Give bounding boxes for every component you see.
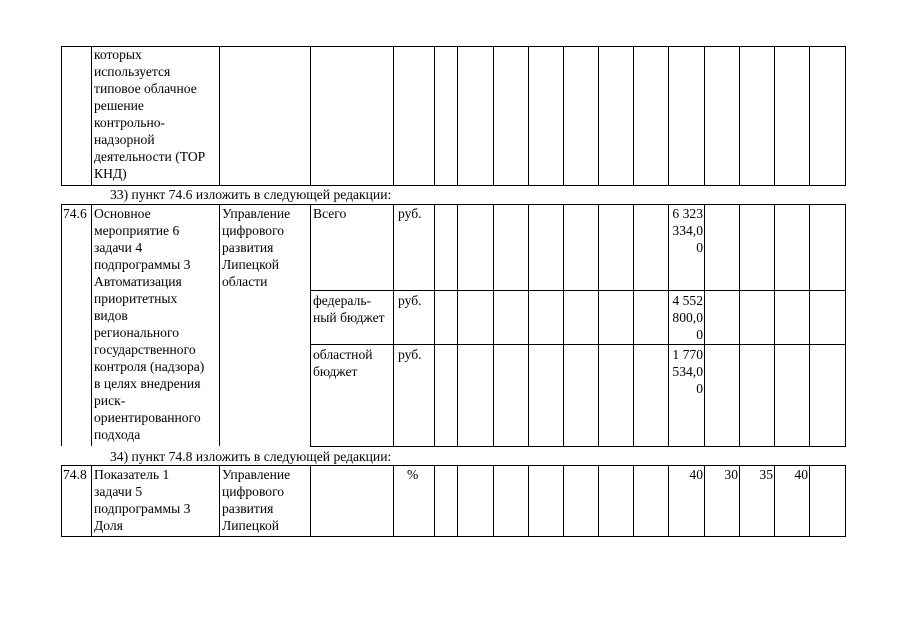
- value-748-2: 30: [724, 467, 738, 482]
- unit-total: руб.: [398, 206, 422, 221]
- value-regional: 1 770 534,0 0: [672, 347, 703, 396]
- value-748-4: 40: [794, 467, 808, 482]
- row-number-746: 74.6: [63, 206, 87, 221]
- value-748-3: 35: [759, 467, 773, 482]
- row-number-748: 74.8: [63, 467, 87, 482]
- row-name-748: Показатель 1 задачи 5 подпрограммы 3 Доля: [94, 467, 191, 533]
- source-federal: федераль- ный бюджет: [313, 293, 385, 325]
- row-name-continuation: которых используется типовое облачное решение контрольно- надзорной деятельности (ТОР КНД): [94, 47, 206, 181]
- unit-federal: руб.: [398, 293, 422, 308]
- executor-746: Управление цифрового развития Липецкой области: [222, 206, 291, 289]
- value-total: 6 323 334,0 0: [672, 206, 703, 255]
- value-748-1: 40: [689, 467, 703, 482]
- source-regional: областной бюджет: [313, 347, 373, 379]
- executor-748: Управление цифрового развития Липецкой: [222, 467, 291, 533]
- note-33: 33) пункт 74.6 изложить в следующей редакции:: [110, 187, 392, 202]
- source-total: Всего: [313, 206, 347, 221]
- note-34: 34) пункт 74.8 изложить в следующей редакции:: [110, 449, 392, 464]
- row-name-746: Основное мероприятие 6 задачи 4 подпрограммы 3 Автоматизация приоритетных видов регионального государственного контроля (надзора) в целях внедрения риск- ориентированного подхода: [94, 206, 205, 442]
- value-federal: 4 552 800,0 0: [672, 293, 703, 342]
- unit-regional: руб.: [398, 347, 422, 362]
- unit-748: %: [407, 467, 419, 482]
